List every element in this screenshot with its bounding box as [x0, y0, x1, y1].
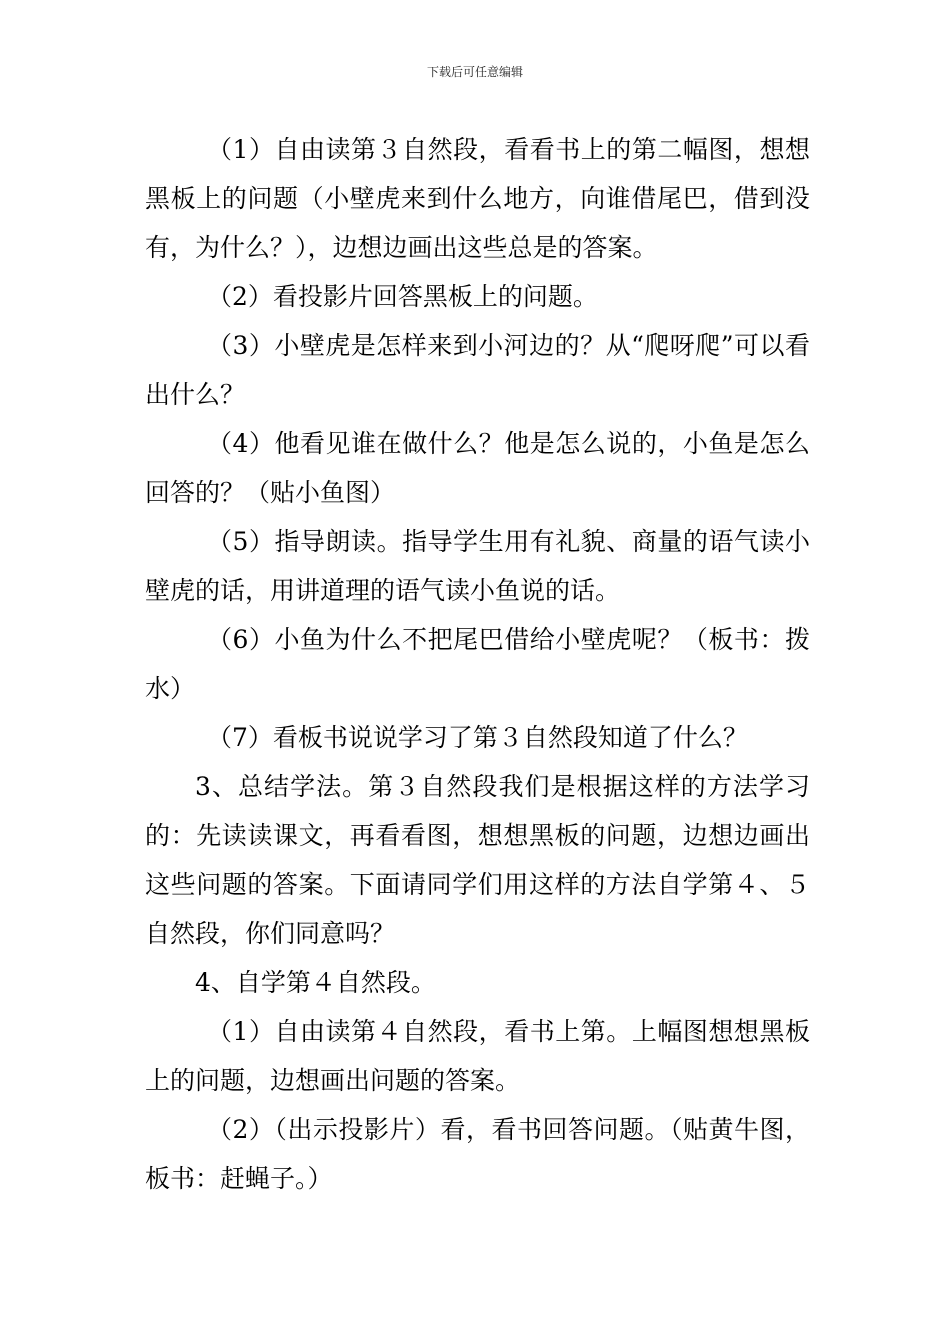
paragraph-step-5: （5）指导朗读。指导学生用有礼貌、商量的语气读小壁虎的话，用讲道理的语气读小鱼说的话。: [145, 527, 810, 605]
page-header: 下载后可任意编辑: [426, 65, 523, 79]
paragraph-step-4: （4）他看见谁在做什么？他是怎么说的，小鱼是怎么回答的？（贴小鱼图）: [145, 429, 810, 507]
paragraph-step-6: （6）小鱼为什么不把尾巴借给小壁虎呢？（板书：拨水）: [145, 625, 810, 703]
paragraph-step-2: （2）看投影片回答黑板上的问题。: [207, 282, 598, 311]
document-body: [145, 125, 810, 1203]
paragraph-step-3: （3）小壁虎是怎样来到小河边的？从“爬呀爬”可以看出什么？: [145, 331, 810, 409]
paragraph-step-7: （7）看板书说说学习了第３自然段知道了什么？: [207, 723, 748, 752]
section-summary-method: 3、总结学法。第３自然段我们是根据这样的方法学习的：先读读课文，再看看图，想想黑板的问题，边想边画出这些问题的答案。下面请同学们用这样的方法自学第４、５自然段，你们同意吗？: [145, 772, 810, 948]
paragraph-step-1: （1）自由读第３自然段，看看书上的第二幅图，想想黑板上的问题（小壁虎来到什么地方，向谁借尾巴，借到没有，为什么？），边想边画出这些总是的答案。: [145, 135, 810, 262]
paragraph-self-study-2: （2）（出示投影片）看，看书回答问题。（贴黄牛图，板书：赶蝇子。）: [145, 1115, 810, 1193]
section-self-study: 4、自学第４自然段。: [195, 968, 436, 997]
paragraph-self-study-1: （1）自由读第４自然段，看书上第。上幅图想想黑板上的问题，边想画出问题的答案。: [145, 1017, 810, 1095]
